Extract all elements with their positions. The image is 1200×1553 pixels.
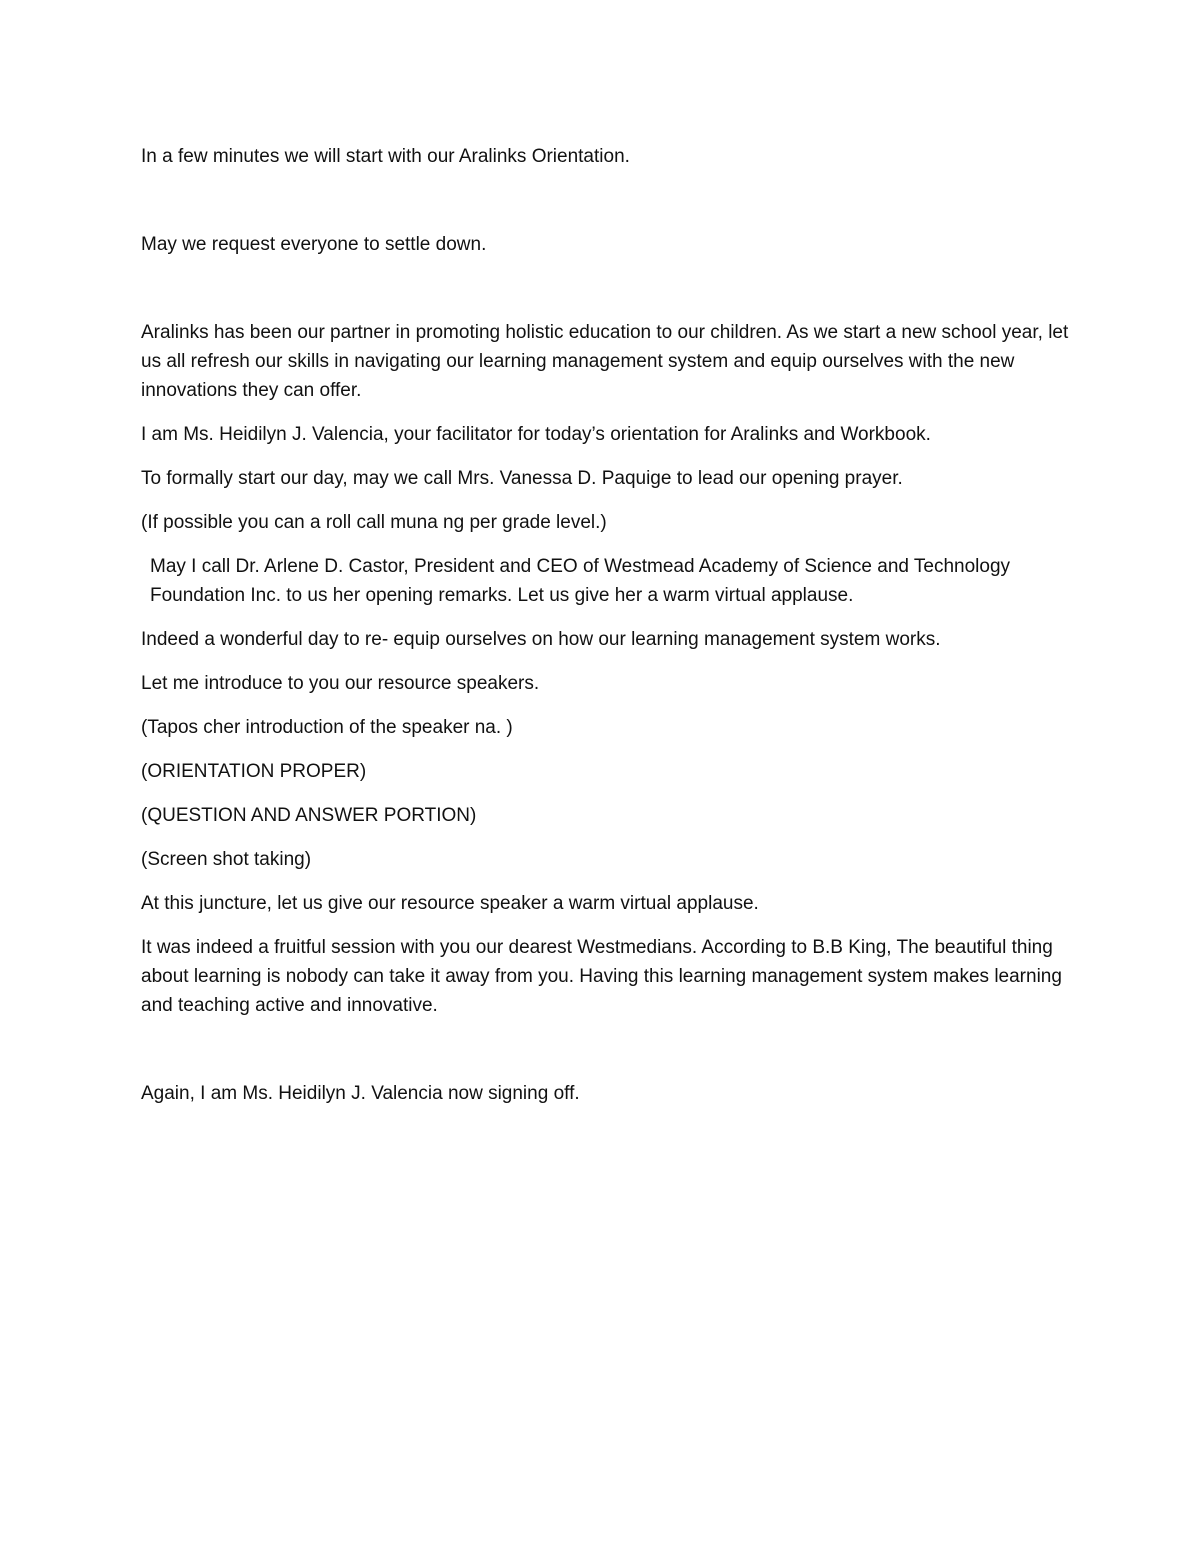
paragraph-applause: At this juncture, let us give our resource speaker a warm virtual applause. (141, 893, 759, 914)
paragraph-signing-off: Again, I am Ms. Heidilyn J. Valencia now signing off. (141, 1083, 580, 1104)
paragraph-screenshot: (Screen shot taking) (141, 849, 312, 870)
paragraph-speaker-introduction: (Tapos cher introduction of the speaker na. ) (141, 717, 513, 738)
paragraph-settle-down: May we request everyone to settle down. (141, 234, 487, 255)
paragraph-orientation-proper: (ORIENTATION PROPER) (141, 761, 367, 782)
paragraph-question-answer: (QUESTION AND ANSWER PORTION) (141, 805, 477, 826)
paragraph-wonderful-day: Indeed a wonderful day to re- equip ourselves on how our learning management system works. (141, 629, 941, 650)
paragraph-partner: Aralinks has been our partner in promoting holistic education to our children. As we start a new school year, let us all refresh our skills in navigating our learning management system and equip ourselves with the new innovations they can offer. (141, 322, 1069, 401)
paragraph-fruitful-session: It was indeed a fruitful session with you our dearest Westmedians. According to B.B King, The beautiful thing about learning is nobody can take it away from you. Having this learning management system makes learning and teaching active and innovative. (141, 937, 1062, 1016)
paragraph-introduce-speakers: Let me introduce to you our resource speakers. (141, 673, 540, 694)
paragraph-intro: In a few minutes we will start with our Aralinks Orientation. (141, 146, 630, 167)
paragraph-opening-prayer: To formally start our day, may we call Mrs. Vanessa D. Paquige to lead our opening prayer. (141, 468, 903, 489)
paragraph-roll-call: (If possible you can a roll call muna ng per grade level.) (141, 512, 607, 533)
paragraph-opening-remarks: May I call Dr. Arlene D. Castor, President and CEO of Westmead Academy of Science and Technology Foundation Inc. to us her opening remarks. Let us give her a warm virtual applause. (150, 556, 1011, 606)
paragraph-facilitator: I am Ms. Heidilyn J. Valencia, your facilitator for today’s orientation for Aralinks and Workbook. (141, 424, 931, 445)
document-body (141, 142, 1071, 1108)
